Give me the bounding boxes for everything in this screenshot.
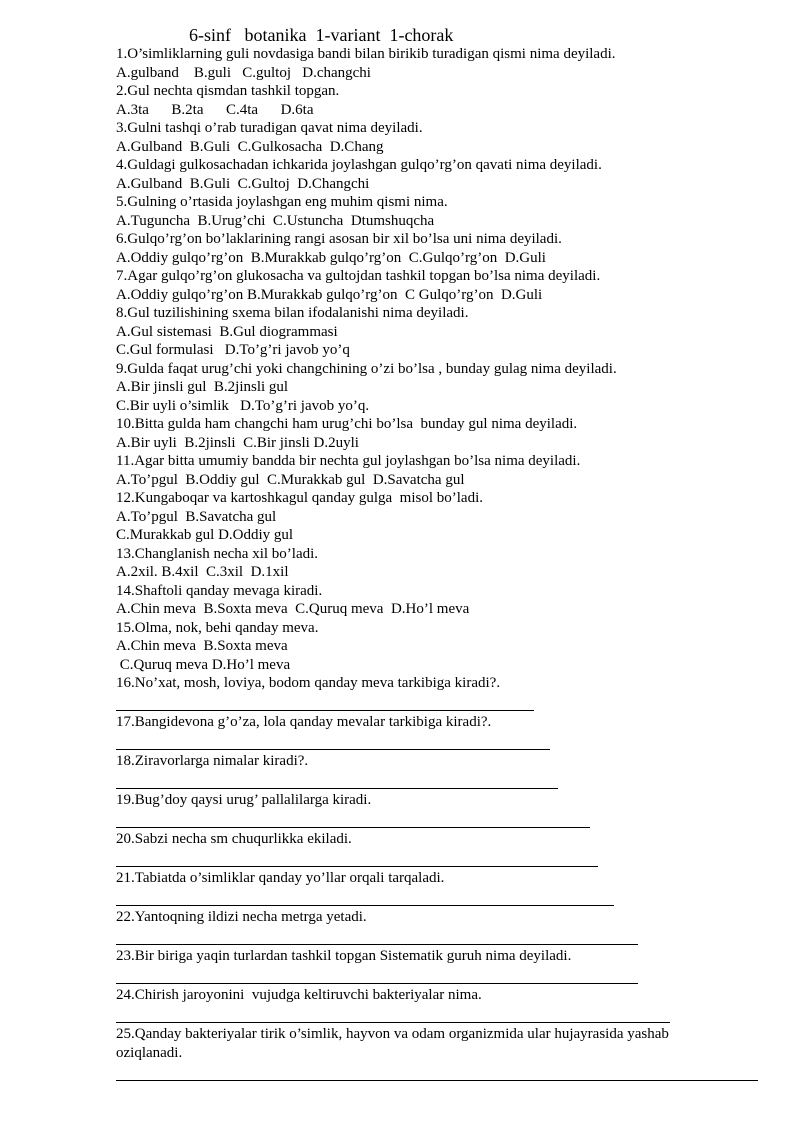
open-question: 24.Chirish jaroyonini vujudga keltiruvchi bakteriyalar nima. — [116, 987, 482, 1003]
answer-blank-line[interactable] — [116, 1062, 758, 1081]
answer-options: C.Murakkab gul D.Oddiy gul — [116, 527, 294, 543]
answer-options: A.Chin meva B.Soxta meva C.Quruq meva D.Ho’l meva — [116, 601, 470, 617]
question-line: 13.Changlanish necha xil bo’ladi. — [116, 545, 319, 562]
question-line: 14.Shaftoli qanday mevaga kiradi. — [116, 582, 323, 599]
open-question: 19.Bug’doy qaysi urug’ pallalilarga kiradi. — [116, 792, 372, 808]
open-question: 23.Bir biriga yaqin turlardan tashkil topgan Sistematik guruh nima deyiladi. — [116, 948, 572, 964]
answer-blank-line[interactable] — [116, 771, 558, 790]
question-line: 7.Agar gulqo’rg’on glukosacha va gultojdan tashkil topgan bo’lsa nima deyiladi. — [116, 268, 601, 284]
question-line: 8.Gul tuzilishining sxema bilan ifodalanishi nima deyiladi. — [116, 305, 469, 321]
open-question: 20.Sabzi necha sm chuqurlikka ekiladi. — [116, 831, 352, 847]
question-line: 9.Gulda faqat urug’chi yoki changchining o’zi bo’lsa , bunday gulag nima deyiladi. — [116, 360, 617, 377]
worksheet-title: 6-sinf botanika 1-variant 1-chorak — [189, 25, 454, 45]
question-line: 1.O’simliklarning guli novdasiga bandi bilan birikib turadigan qismi nima deyiladi. — [116, 46, 616, 62]
question-line: 11.Agar bitta umumiy bandda bir nechta gul joylashgan bo’lsa nima deyiladi. — [116, 453, 581, 469]
question-line: 3.Gulni tashqi o’rab turadigan qavat nima deyiladi. — [116, 120, 423, 136]
answer-blank-line[interactable] — [116, 810, 590, 829]
question-line: 15.Olma, nok, behi qanday meva. — [116, 619, 319, 636]
question-line: 2.Gul nechta qismdan tashkil topgan. — [116, 83, 340, 99]
answer-options: C.Quruq meva D.Ho’l meva — [116, 656, 291, 673]
answer-options: A.Tuguncha B.Urug’chi C.Ustuncha Dtumshuqcha — [116, 212, 435, 229]
answer-options: A.Gul sistemasi B.Gul diogrammasi — [116, 323, 338, 340]
answer-options: A.2xil. B.4xil C.3xil D.1xil — [116, 564, 289, 580]
open-question: 25.Qanday bakteriyalar tirik o’simlik, hayvon va odam organizmida ular hujayrasida yashab oziqlanadi. — [116, 1026, 669, 1061]
answer-options: A.Gulband B.Guli C.Gultoj D.Changchi — [116, 175, 370, 192]
answer-options: A.Oddiy gulqo’rg’on B.Murakkab gulqo’rg’on C Gulqo’rg’on D.Guli — [116, 286, 543, 303]
question-line: 16.No’xat, mosh, loviya, bodom qanday meva tarkibiga kiradi?. — [116, 675, 501, 691]
question-line: 5.Gulning o’rtasida joylashgan eng muhim qismi nima. — [116, 194, 448, 210]
open-question: 18.Ziravorlarga nimalar kiradi?. — [116, 753, 309, 769]
answer-blank-line[interactable] — [116, 1005, 670, 1024]
answer-options: A.To’pgul B.Savatcha gul — [116, 508, 277, 525]
open-question: 21.Tabiatda o’simliklar qanday yo’llar orqali tarqaladi. — [116, 870, 445, 886]
answer-blank-line[interactable] — [116, 966, 638, 985]
question-list — [116, 45, 776, 1081]
answer-options: A.3ta B.2ta C.4ta D.6ta — [116, 101, 314, 118]
answer-blank-line[interactable] — [116, 927, 638, 946]
answer-blank-line[interactable] — [116, 693, 534, 712]
answer-options: C.Gul formulasi D.To’g’ri javob yo’q — [116, 342, 350, 358]
answer-options: A.Bir uyli B.2jinsli C.Bir jinsli D.2uyli — [116, 434, 359, 451]
question-line: 12.Kungaboqar va kartoshkagul qanday gulga misol bo’ladi. — [116, 490, 484, 506]
answer-options: A.Chin meva B.Soxta meva — [116, 638, 288, 654]
question-line: 10.Bitta gulda ham changchi ham urug’chi bo’lsa bunday gul nima deyiladi. — [116, 416, 578, 432]
open-question: 17.Bangidevona g’o’za, lola qanday mevalar tarkibiga kiradi?. — [116, 714, 492, 730]
question-line: 6.Gulqo’rg’on bo’laklarining rangi asosan bir xil bo’lsa uni nima deyiladi. — [116, 231, 562, 247]
question-line: 4.Guldagi gulkosachadan ichkarida joylashgan gulqo’rg’on qavati nima deyiladi. — [116, 157, 602, 173]
answer-blank-line[interactable] — [116, 849, 598, 868]
answer-options: A.gulband B.guli C.gultoj D.changchi — [116, 64, 371, 81]
answer-blank-line[interactable] — [116, 732, 550, 751]
answer-options: A.Gulband B.Guli C.Gulkosacha D.Chang — [116, 138, 384, 155]
answer-options: C.Bir uyli o’simlik D.To’g’ri javob yo’q. — [116, 397, 370, 414]
answer-options: A.Bir jinsli gul B.2jinsli gul — [116, 379, 289, 395]
answer-options: A.Oddiy gulqo’rg’on B.Murakkab gulqo’rg’on C.Gulqo’rg’on D.Guli — [116, 249, 546, 266]
open-question: 22.Yantoqning ildizi necha metrga yetadi. — [116, 909, 367, 925]
answer-options: A.To’pgul B.Oddiy gul C.Murakkab gul D.Savatcha gul — [116, 471, 465, 488]
answer-blank-line[interactable] — [116, 888, 614, 907]
